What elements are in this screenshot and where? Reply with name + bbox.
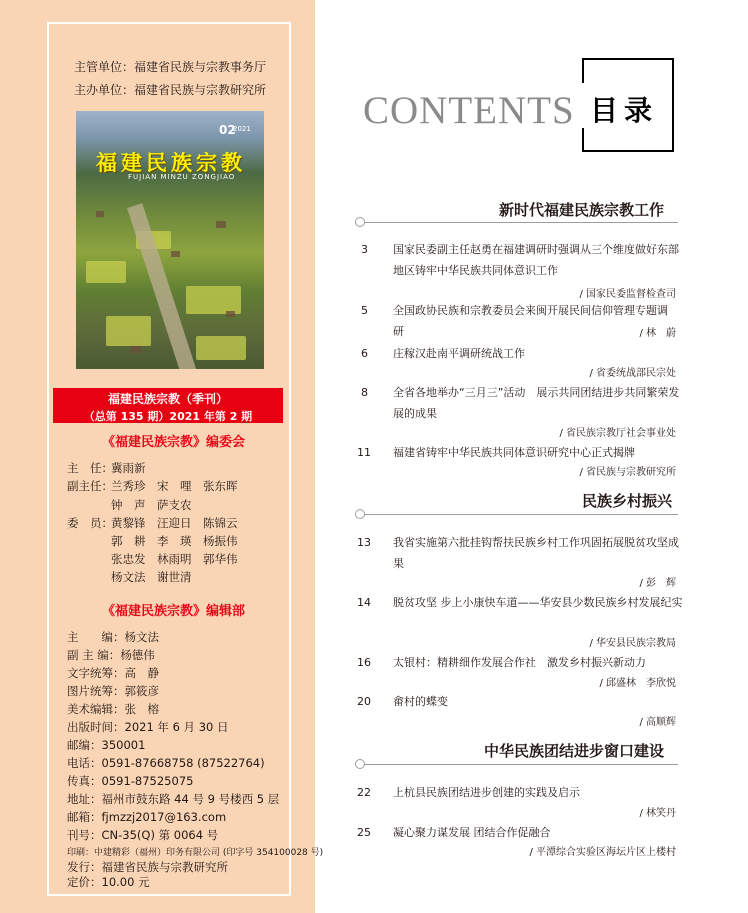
section-rule xyxy=(360,222,678,223)
entry-author: / 邱盛林 李欣悦 xyxy=(599,678,676,689)
section-dot xyxy=(355,759,365,769)
committee-row: 郭 耕 李 瑛 杨振伟 xyxy=(111,534,238,548)
committee-row: 钟 声 萨支农 xyxy=(111,498,192,512)
editorial-row: 刊号：CN-35(Q) 第 0064 号 xyxy=(67,828,219,842)
entry-title[interactable]: 国家民委副主任赵勇在福建调研时强调从三个维度做好东部地区铸牢中华民族共同体意识工作 xyxy=(393,243,679,277)
editorial-row: 文字统筹：高 静 xyxy=(67,666,159,680)
entry-title[interactable]: 福建省铸牢中华民族共同体意识研究中心正式揭牌 xyxy=(393,446,635,459)
entry-title[interactable]: 凝心聚力谋发展 团结合作促融合 xyxy=(393,826,551,839)
entry-author: / 林 蔚 xyxy=(639,328,676,339)
entry-author: / 省民族宗教厅社会事业处 xyxy=(559,428,676,439)
entry-page: 6 xyxy=(361,347,368,360)
entry-page: 16 xyxy=(357,656,371,669)
mulu-heading: 目录 xyxy=(590,94,659,127)
editorial-row: 主 编：杨文法 xyxy=(67,630,159,644)
sponsor-text: 主办单位：福建省民族与宗教研究所 xyxy=(74,83,267,97)
editorial-row: 美术编辑：张 榕 xyxy=(67,702,159,716)
entry-author: / 平潭综合实验区海坛片区上楼村 xyxy=(529,847,676,858)
entry-page: 14 xyxy=(357,596,371,609)
section-rule xyxy=(360,514,678,515)
entry-page: 20 xyxy=(357,695,371,708)
committee-row: 副主任：兰秀珍 宋 哩 张东晖 xyxy=(67,479,238,493)
committee-row: 委 员：黄黎锋 汪迎日 陈锦云 xyxy=(67,516,238,530)
entry-title[interactable]: 全国政协民族和宗教委员会来闽开展民间信仰管理专题调研 xyxy=(393,304,668,338)
cover-pinyin: FUJIAN MINZU ZONGJIAO xyxy=(128,173,236,181)
committee-row: 主 任：冀雨新 xyxy=(67,461,146,475)
editorial-row: 电话：0591-87668758 (87522764) xyxy=(67,756,265,770)
editorial-row: 地址：福州市鼓东路 44 号 9 号楼西 5 层 xyxy=(67,792,280,806)
entry-title[interactable]: 太银村：精耕细作发展合作社 激发乡村振兴新动力 xyxy=(393,656,646,669)
entry-title[interactable]: 庄稼汉赴南平调研统战工作 xyxy=(393,347,525,360)
journal-banner xyxy=(53,388,283,423)
section-dot xyxy=(355,217,365,227)
entry-author: / 高顺辉 xyxy=(639,717,676,728)
entry-page: 3 xyxy=(361,243,368,256)
entry-author: / 省委统战部民宗处 xyxy=(589,368,676,379)
entry-page: 5 xyxy=(361,304,368,317)
editorial-row: 图片统筹：郭筱彦 xyxy=(67,684,159,698)
editorial-row: 副 主 编：杨德伟 xyxy=(67,648,155,662)
entry-page: 11 xyxy=(357,446,371,459)
committee-heading: 《福建民族宗教》编委会 xyxy=(102,435,246,450)
editorial-row: 出版时间：2021 年 6 月 30 日 xyxy=(67,720,229,734)
entry-author: / 华安县民族宗教局 xyxy=(589,638,676,649)
editorial-row: 传真：0591-87525075 xyxy=(67,774,194,788)
entry-page: 22 xyxy=(357,786,371,799)
entry-author: / 林笑丹 xyxy=(639,808,676,819)
entry-title[interactable]: 我省实施第六批挂钩帮扶民族乡村工作巩固拓展脱贫攻坚成果 xyxy=(393,536,679,570)
entry-author: / 彭 辉 xyxy=(639,578,676,589)
entry-page: 8 xyxy=(361,386,368,399)
cover-image xyxy=(76,111,264,369)
contents-heading: CONTENTS xyxy=(363,89,575,132)
cover-issue-number: 02 xyxy=(219,123,236,137)
entry-page: 13 xyxy=(357,536,371,549)
entry-page: 25 xyxy=(357,826,371,839)
issue-line: （总第 135 期）2021 年第 2 期 xyxy=(83,410,253,423)
section-title: 中华民族团结进步窗口建设 xyxy=(484,742,665,760)
entry-title[interactable]: 全省各地举办“三月三”活动 展示共同团结进步共同繁荣发展的成果 xyxy=(393,386,680,420)
journal-name: 福建民族宗教（季刊） xyxy=(107,392,228,406)
section-title: 新时代福建民族宗教工作 xyxy=(499,201,665,219)
editorial-row: 邮箱：fjmzzj2017@163.com xyxy=(67,810,227,824)
entry-author: / 省民族与宗教研究所 xyxy=(579,467,676,478)
editorial-heading: 《福建民族宗教》编辑部 xyxy=(102,604,246,619)
section-dot xyxy=(355,509,365,519)
section-title: 民族乡村振兴 xyxy=(582,492,673,510)
entry-title[interactable]: 脱贫攻坚 步上小康快车道——华安县少数民族乡村发展纪实 xyxy=(393,596,683,609)
editorial-row: 印刷：中建精彩（福州）印务有限公司 (印字号 354100028 号) xyxy=(67,848,324,858)
editorial-row: 定价：10.00 元 xyxy=(67,875,150,889)
entry-title[interactable]: 上杭县民族团结进步创建的实践及启示 xyxy=(393,786,580,799)
supervisor-text: 主管单位：福建省民族与宗教事务厅 xyxy=(74,60,267,74)
cover-year: 2021 xyxy=(233,125,251,133)
committee-row: 张忠发 林雨明 郭华伟 xyxy=(111,552,238,566)
committee-row: 杨文法 谢世清 xyxy=(111,570,192,584)
entry-author: / 国家民委监督检查司 xyxy=(579,289,676,300)
cover-title: 福建民族宗教 xyxy=(96,150,246,175)
editorial-row: 邮编：350001 xyxy=(67,738,146,752)
section-rule xyxy=(360,764,678,765)
entry-title[interactable]: 畲村的蝶变 xyxy=(393,695,448,708)
editorial-row: 发行：福建省民族与宗教研究所 xyxy=(67,860,228,874)
